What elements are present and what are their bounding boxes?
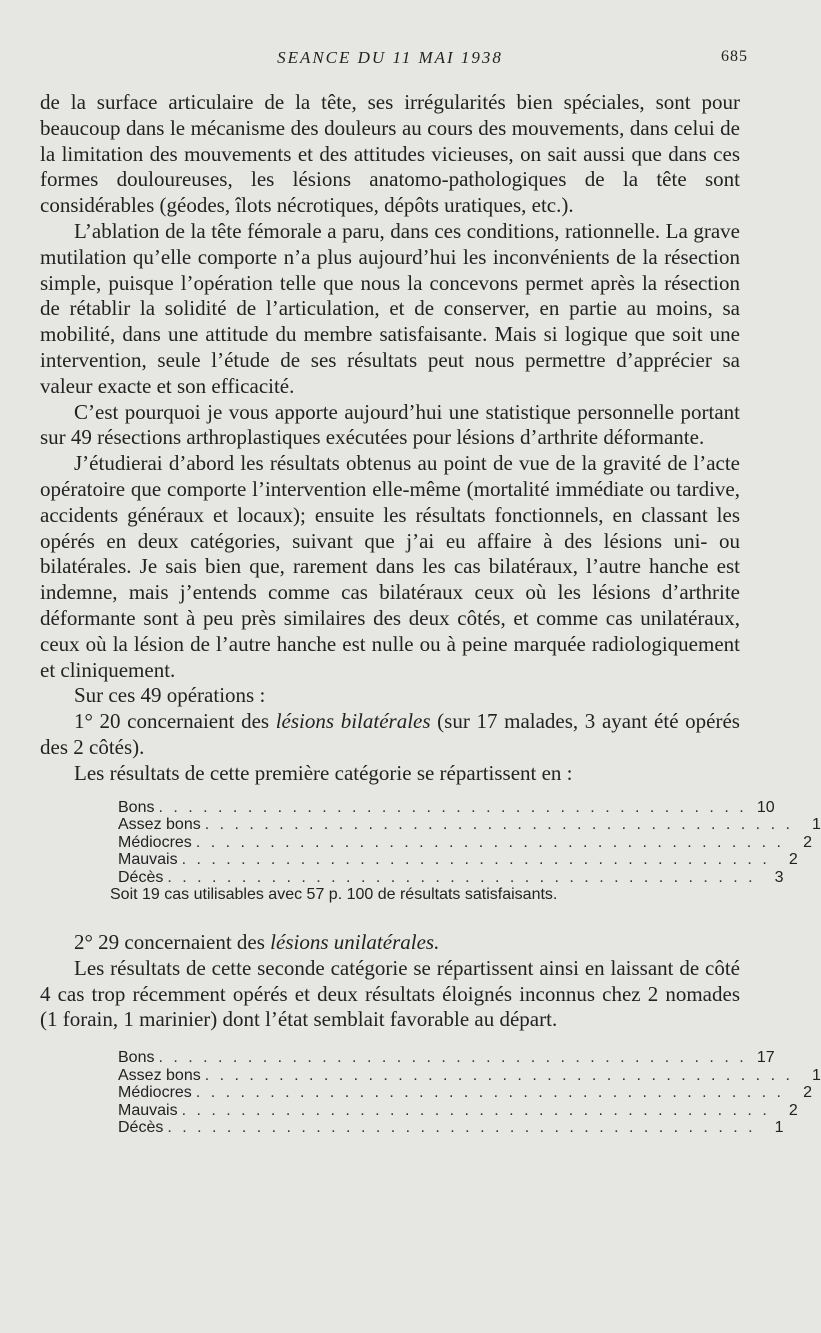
paragraph: Les résultats de cette première catégorie se répartissent en :	[74, 760, 573, 785]
leader-dots: . . . . . . . . . . . . . . . . . . . . . . . . . . . . . . . . . . . . . . . .	[195, 1084, 784, 1102]
row-label: Médiocres	[118, 1084, 192, 1102]
item-prefix: 1° 20 concernaient des	[74, 709, 276, 734]
leader-dots: . . . . . . . . . . . . . . . . . . . . . . . . . . . . . . . . . . . . . . . .	[181, 1101, 770, 1119]
table-row	[118, 1066, 821, 1085]
paragraph: Sur ces 49 opérations :	[74, 683, 266, 708]
leader-dots: . . . . . . . . . . . . . . . . . . . . . . . . . . . . . . . . . . . . . . . .	[167, 1119, 756, 1137]
running-title: SEANCE DU 11 MAI 1938	[277, 48, 503, 67]
summary-line: Soit 19 cas utilisables avec 57 p. 100 de résultats satisfaisants.	[110, 886, 558, 904]
leader-dots: . . . . . . . . . . . . . . . . . . . . . . . . . . . . . . . . . . . . . . . .	[195, 833, 784, 851]
leader-dots: . . . . . . . . . . . . . . . . . . . . . . . . . . . . . . . . . . . . . . . .	[158, 798, 747, 816]
row-label: Décès	[118, 868, 164, 886]
list-item-unilateral	[40, 930, 740, 956]
page-number: 685	[721, 48, 748, 65]
leader-dots: . . . . . . . . . . . . . . . . . . . . . . . . . . . . . . . . . . . . . . . .	[167, 868, 756, 886]
table-row	[118, 798, 775, 817]
table-row	[118, 1049, 775, 1067]
row-label: Assez bons	[118, 816, 201, 834]
document-page	[40, 40, 821, 1137]
paragraph: de la surface articulaire de la tête, ses irrégularités bien spéciales, sont pour beaucoup dans le mécanisme des douleurs au cours des mouvements, dans celui de la limitation des mouvements et des attitudes vicieuses, on sait aussi que dans ces formes douloureuses, les lésions anatomo-pathologiques de la tête sont considérables (géodes, îlots nécrotiques, dépôts uratiques, etc.).	[40, 90, 740, 218]
row-value: 2	[803, 1084, 812, 1102]
list-item-bilateral	[40, 709, 740, 761]
item-suffix: (sur 17 malades, 3 ayant été opérés des 2 côtés).	[40, 709, 740, 759]
paragraph: C’est pourquoi je vous apporte aujourd’hui une statistique personnelle portant sur 49 résections arthroplastiques exécutées pour lésions d’arthrite déformante.	[40, 399, 740, 450]
table-row	[118, 1119, 784, 1137]
item-emphasis: lésions unilatérales.	[270, 930, 440, 955]
paragraph: Les résultats de cette seconde catégorie se répartissent ainsi en laissant de côté 4 cas trop récemment opérés et deux résultats éloignés inconnus chez 2 nomades (1 forain, 1 marinier) dont l’état semblait favorable au départ.	[40, 955, 740, 1032]
row-label: Décès	[118, 1119, 164, 1137]
leader-dots: . . . . . . . . . . . . . . . . . . . . . . . . . . . . . . . . . . . . . . . .	[158, 1049, 747, 1067]
row-value: 17	[756, 1049, 775, 1067]
page-header	[40, 40, 748, 70]
results-table-bilateral	[118, 798, 821, 887]
paragraph: J’étudierai d’abord les résultats obtenus au point de vue de la gravité de l’acte opératoire que comporte l’intervention elle-même (mortalité immédiate ou tardive, accidents généraux et locaux); ensuite les résultats fonctionnels, en classant les opérés en deux catégories, suivant que j’ai eu affaire à des lésions uni- ou bilatérales. Je sais bien que, rarement dans les cas bilatéraux, l’autre hanche est indemne, mais j’entends comme cas bilatéraux ceux où les lésions d’arthrite déformante sont à peu près similaires des deux côtés, et comme cas unilatéraux, ceux où la lésion de l’autre hanche est nulle ou à peine marquée radiologiquement et cliniquement.	[40, 451, 740, 682]
row-value: 2	[788, 1101, 798, 1119]
results-table-unilateral	[118, 1049, 821, 1137]
row-value: 2	[803, 833, 812, 851]
table-row	[118, 1084, 812, 1102]
row-label: Médiocres	[118, 833, 192, 851]
paragraph: L’ablation de la tête fémorale a paru, dans ces conditions, rationnelle. La grave mutilation qu’elle comporte n’a plus aujourd’hui les inconvénients de la résection simple, puisque l’opération telle que nous la concevons permet après la résection de rétablir la solidité de l’articulation, et de conserver, en partie au moins, sa mobilité, dans une attitude du membre satisfaisante. Mais si logique que soit une intervention, seule l’étude de ses résultats peut nous permettre d’apprécier sa valeur exacte et son efficacité.	[40, 218, 740, 398]
row-value: 1	[812, 1066, 821, 1084]
row-value: 3	[774, 868, 784, 886]
table-row	[118, 1101, 798, 1120]
leader-dots: . . . . . . . . . . . . . . . . . . . . . . . . . . . . . . . . . . . . . . . .	[181, 851, 770, 869]
leader-dots: . . . . . . . . . . . . . . . . . . . . . . . . . . . . . . . . . . . . . . . .	[204, 1066, 793, 1084]
row-label: Mauvais	[118, 851, 178, 869]
table-row	[118, 816, 821, 834]
table-row	[118, 833, 812, 852]
item-emphasis: lésions bilatérales	[275, 709, 431, 734]
body-text	[40, 930, 740, 1033]
row-label: Bons	[118, 1049, 155, 1067]
item-prefix: 2° 29 concernaient des	[74, 930, 271, 955]
row-label: Bons	[118, 798, 155, 816]
row-label: Assez bons	[118, 1066, 201, 1084]
table-row	[118, 868, 784, 887]
row-value: 10	[756, 798, 775, 816]
leader-dots: . . . . . . . . . . . . . . . . . . . . . . . . . . . . . . . . . . . . . . . .	[204, 816, 793, 834]
row-value: 1	[774, 1119, 784, 1137]
row-value: 1	[812, 816, 821, 834]
row-label: Mauvais	[118, 1101, 178, 1119]
row-value: 2	[788, 851, 798, 869]
body-text	[40, 90, 740, 787]
table-row	[118, 851, 798, 869]
